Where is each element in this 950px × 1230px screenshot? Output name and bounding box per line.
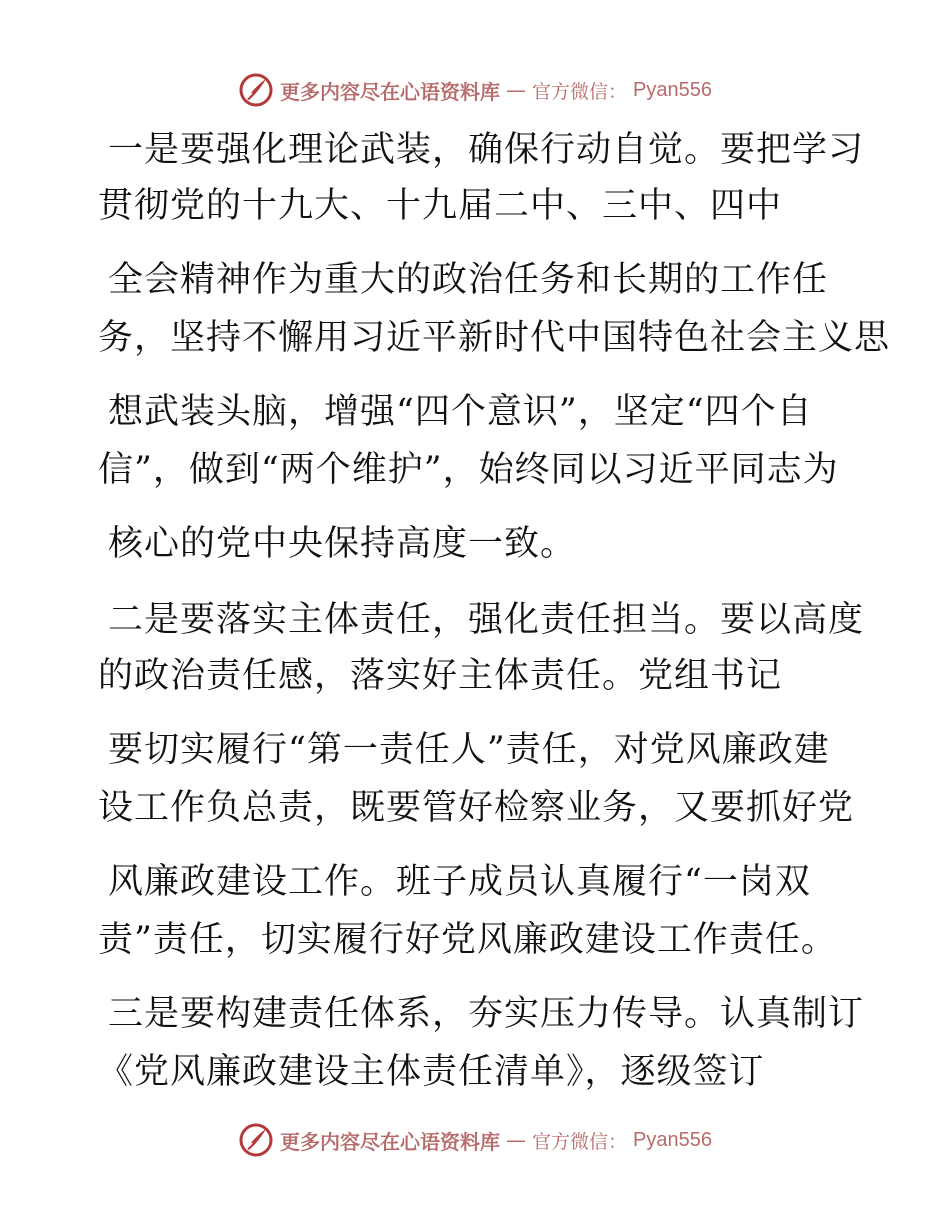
text-line: 信”，做到“两个维护”，始终同以习近平同志为 — [98, 450, 839, 490]
text-line: 的政治责任感，落实好主体责任。党组书记 — [98, 656, 783, 696]
text-line: 要切实履行“第一责任人”责任，对党风廉政建 — [108, 730, 830, 770]
text-line: 《党风廉政建设主体责任清单》，逐级签订 — [98, 1052, 765, 1092]
watermark-official-label: 官方微信： — [532, 80, 628, 103]
feather-pen-logo-icon — [238, 1122, 274, 1158]
text-line: 设工作负总责，既要管好检察业务，又要抓好党 — [98, 788, 855, 828]
watermark-text: 更多内容尽在心语资料库 — [280, 1129, 500, 1154]
watermark-wechat-id: Pyan556 — [633, 78, 712, 101]
text-line: 一是要强化理论武装，确保行动自觉。要把学习 — [108, 130, 865, 170]
footer-watermark — [0, 1120, 950, 1160]
feather-pen-logo-icon — [238, 72, 274, 108]
watermark-text: 更多内容尽在心语资料库 — [280, 79, 500, 104]
text-line: 三是要构建责任体系，夯实压力传导。认真制订 — [108, 994, 865, 1034]
watermark-dash: — — [506, 78, 526, 102]
text-line: 风廉政建设工作。班子成员认真履行“一岗双 — [108, 862, 811, 902]
watermark-dash: — — [506, 1128, 526, 1152]
text-line: 责”责任，切实履行好党风廉政建设工作责任。 — [98, 920, 837, 960]
text-line: 全会精神作为重大的政治任务和长期的工作任 — [108, 260, 829, 300]
text-line: 核心的党中央保持高度一致。 — [108, 524, 577, 564]
text-line: 二是要落实主体责任，强化责任担当。要以高度 — [108, 600, 865, 640]
watermark-official-label: 官方微信： — [532, 1130, 628, 1153]
text-line: 务，坚持不懈用习近平新时代中国特色社会主义思 — [98, 318, 891, 358]
watermark-wechat-id: Pyan556 — [633, 1128, 712, 1151]
header-watermark — [0, 70, 950, 110]
text-line: 想武装头脑，增强“四个意识”，坚定“四个自 — [108, 392, 813, 432]
text-line: 贯彻党的十九大、十九届二中、三中、四中 — [98, 186, 783, 226]
